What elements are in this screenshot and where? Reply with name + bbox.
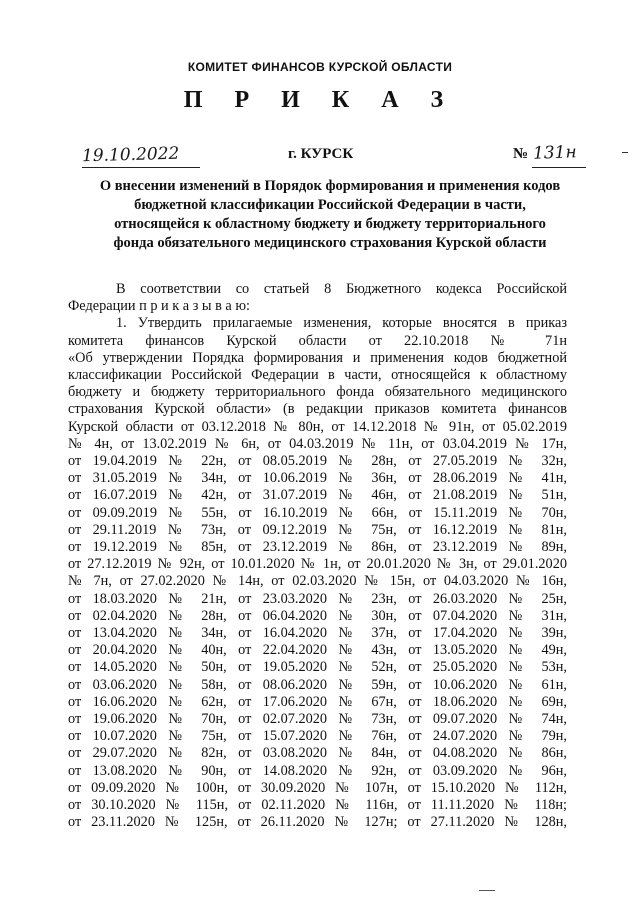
body-line: от 09.09.2019 № 55н, от 16.10.2019 № 66н, от 15.11.2019 № 70н, <box>68 504 567 521</box>
body-line: от 19.06.2020 № 70н, от 02.07.2020 № 73н, от 09.07.2020 № 74н, <box>68 711 567 728</box>
number-underline <box>532 167 586 168</box>
document-type-heading: П Р И К А З <box>183 87 457 113</box>
handwritten-number: 131н <box>532 142 577 164</box>
body-line: № 4н, от 13.02.2019 № 6н, от 04.03.2019 № 11н, от 03.04.2019 № 17н, <box>68 435 567 452</box>
body-line: комитета финансов Курской области от 22.10.2018 № 71н <box>68 332 567 349</box>
body-line: от 13.08.2020 № 90н, от 14.08.2020 № 92н, от 03.09.2020 № 96н, <box>68 762 567 779</box>
committee-name: КОМИТЕТ ФИНАНСОВ КУРСКОЙ ОБЛАСТИ <box>187 60 453 74</box>
order-body <box>68 281 567 832</box>
body-line: от 29.07.2020 № 82н, от 03.08.2020 № 84н, от 04.08.2020 № 86н, <box>68 745 567 762</box>
body-line: от 23.11.2020 № 125н, от 26.11.2020 № 127н; от 27.11.2020 № 128н, <box>68 814 567 831</box>
footer-mark <box>479 890 495 891</box>
body-line: от 02.04.2020 № 28н, от 06.04.2020 № 30н, от 07.04.2020 № 31н, <box>68 607 567 624</box>
body-line: от 18.03.2020 № 21н, от 23.03.2020 № 23н, от 26.03.2020 № 25н, <box>68 590 567 607</box>
number-sign: № <box>513 146 529 162</box>
body-line: бюджету и бюджету территориального фонда обязательного медицинского <box>68 384 567 401</box>
title-line: О внесении изменений в Порядок формирования и применения кодов <box>99 178 561 194</box>
body-line: от 19.12.2019 № 85н, от 23.12.2019 № 86н, от 23.12.2019 № 89н, <box>68 539 567 556</box>
title-line: бюджетной классификации Российской Федерации в части, <box>134 197 526 213</box>
body-line: Курской области от 03.12.2018 № 80н, от 14.12.2018 № 91н, от 05.02.2019 <box>68 418 567 435</box>
body-line: от 16.07.2019 № 42н, от 31.07.2019 № 46н, от 21.08.2019 № 51н, <box>68 487 567 504</box>
intro-line: Федерации п р и к а з ы в а ю: <box>68 298 251 315</box>
margin-mark <box>622 152 628 153</box>
intro-line: В соответствии со статьей 8 Бюджетного кодекса Российской <box>116 281 567 297</box>
body-line: классификации Российской Федерации в части, относящейся к областному <box>68 367 567 384</box>
body-line: от 20.04.2020 № 40н, от 22.04.2020 № 43н, от 13.05.2020 № 49н, <box>68 642 567 659</box>
body-line: от 09.09.2020 № 100н, от 30.09.2020 № 107н, от 15.10.2020 № 112н, <box>68 779 567 796</box>
body-line: от 31.05.2019 № 34н, от 10.06.2019 № 36н, от 28.06.2019 № 41н, <box>68 470 567 487</box>
body-line: от 10.07.2020 № 75н, от 15.07.2020 № 76н, от 24.07.2020 № 79н, <box>68 728 567 745</box>
body-line: от 14.05.2020 № 50н, от 19.05.2020 № 52н, от 25.05.2020 № 53н, <box>68 659 567 676</box>
body-line: «Об утверждении Порядка формирования и применения кодов бюджетной <box>68 349 567 366</box>
body-line: № 7н, от 27.02.2020 № 14н, от 02.03.2020 № 15н, от 04.03.2020 № 16н, <box>68 573 567 590</box>
city-label: г. КУРСК <box>288 146 354 162</box>
body-line: от 30.10.2020 № 115н, от 02.11.2020 № 116н, от 11.11.2020 № 118н; <box>68 797 567 814</box>
body-line: от 13.04.2020 № 34н, от 16.04.2020 № 37н, от 17.04.2020 № 39н, <box>68 625 567 642</box>
body-line: от 03.06.2020 № 58н, от 08.06.2020 № 59н, от 10.06.2020 № 61н, <box>68 676 567 693</box>
body-line: страхования Курской области» (в редакции приказов комитета финансов <box>68 401 567 418</box>
body-line: от 16.06.2020 № 62н, от 17.06.2020 № 67н, от 18.06.2020 № 69н, <box>68 693 567 710</box>
body-line: от 27.12.2019 № 92н, от 10.01.2020 № 1н, от 20.01.2020 № 3н, от 29.01.2020 <box>68 556 567 573</box>
date-underline <box>82 167 200 168</box>
handwritten-date: 19.10.2022 <box>81 143 180 167</box>
body-line: от 29.11.2019 № 73н, от 09.12.2019 № 75н, от 16.12.2019 № 81н, <box>68 521 567 538</box>
body-line: 1. Утвердить прилагаемые изменения, которые вносятся в приказ <box>116 315 567 332</box>
order-title <box>70 177 590 253</box>
title-line: фонда обязательного медицинского страхования Курской области <box>113 235 547 251</box>
title-line: относящейся к областному бюджету и бюджету территориального <box>114 216 546 232</box>
body-line: от 19.04.2019 № 22н, от 08.05.2019 № 28н, от 27.05.2019 № 32н, <box>68 453 567 470</box>
